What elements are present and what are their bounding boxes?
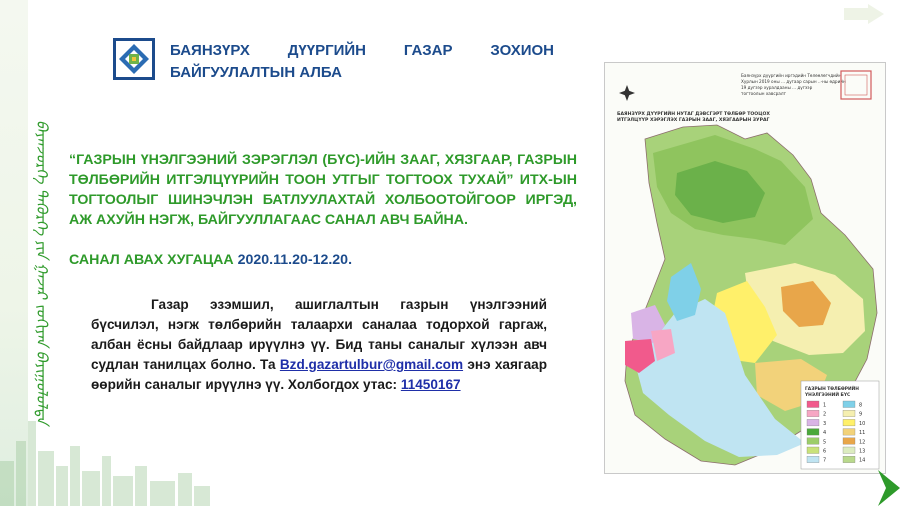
legend-swatch xyxy=(843,429,855,436)
legend-swatch xyxy=(807,438,819,445)
deadline-line xyxy=(69,250,577,270)
legend-swatch xyxy=(843,419,855,426)
legend-title-line: ГАЗРЫН ТӨЛБӨРИЙН xyxy=(805,387,859,392)
legend-swatch xyxy=(843,401,855,408)
body-paragraph xyxy=(91,295,547,395)
legend-label: 3 xyxy=(823,420,827,427)
phone-link[interactable]: 11450167 xyxy=(400,377,461,392)
legend-swatch xyxy=(843,456,855,463)
legend-swatch xyxy=(807,401,819,408)
map-title-line: БАЯНЗҮРХ ДҮҮРГИЙН НУТАГ ДЭВСГЭРТ ТӨЛБӨР ТООЦОХ xyxy=(617,112,770,117)
legend-swatch xyxy=(807,456,819,463)
legend-label: 12 xyxy=(859,439,866,446)
map-header-line: 19 дүгээр хуралдааны ... дүгээр xyxy=(741,85,813,90)
map-header-line: Хурлын 2019 оны ... дугаар сарын ..-ны өдрийн xyxy=(741,79,846,84)
map-header-line: Баянзүрх дүүргийн иргэдийн Төлөөлөгчдийн xyxy=(741,73,842,78)
map-header-line: тогтоолын хавсралт xyxy=(741,91,786,96)
legend-label: 11 xyxy=(859,430,866,437)
legend-swatch xyxy=(807,447,819,454)
legend-label: 9 xyxy=(859,411,863,418)
deadline-dates: 2020.11.20-12.20. xyxy=(237,252,353,268)
deadline-label: САНАЛ АВАХ ХУГАЦАА xyxy=(69,252,234,268)
legend-label: 2 xyxy=(823,411,827,418)
legend-swatch xyxy=(843,447,855,454)
legend-label: 13 xyxy=(859,448,866,455)
legend-label: 5 xyxy=(823,439,827,446)
organization-logo xyxy=(113,38,155,80)
legend-label: 8 xyxy=(859,402,863,409)
legend-label: 10 xyxy=(859,420,866,427)
legend-label: 6 xyxy=(823,448,827,455)
compass-icon xyxy=(619,85,635,101)
legend-swatch xyxy=(807,410,819,417)
organization-title: БАЯНЗҮРХ ДҮҮРГИЙН ГАЗАР ЗОХИОН БАЙГУУЛАЛТЫН АЛБА xyxy=(170,42,554,81)
legend-swatch xyxy=(843,438,855,445)
body-text-main: Газар эзэмшил, ашиглалтын газрын үнэлгээний бүсчилэл, нэгж төлбөрийн талаархи саналаа тодорхой гаргаж, албан ёсны байдлаар ирүүлнэ үү. Бид таны саналыг хүлээн авч судлан танилцах болно. Та xyxy=(91,297,547,372)
map-title-line: ИТГЭЛЦҮҮР ХЭРЭГЛЭХ ГАЗРЫН ЗААГ, ХЯЗГААРЫН ЗУРАГ xyxy=(617,118,770,123)
notice-heading: “ГАЗРЫН ҮНЭЛГЭЭНИЙ ЗЭРЭГЛЭЛ (БҮС)-ИЙН ЗААГ, ХЯЗГААР, ГАЗРЫН ТӨЛБӨРИЙН ИТГЭЛЦҮҮРИЙН ТООН УТГЫГ ТОГТООХ ТУХАЙ” ИТХ-ЫН ТОГТООЛЫГ ШИНЭЧЛЭН БАТЛУУЛАХТАЙ ХОЛБООТОЙГООР ИРГЭД, АЖ АХУЙН НЭГЖ, БАЙГУУЛЛАГААС САНАЛ АВЧ БАЙНА. xyxy=(69,152,577,228)
zoning-map xyxy=(604,62,886,474)
legend-label: 7 xyxy=(823,457,827,464)
email-link[interactable]: Bzd.gazartulbur@gmail.com xyxy=(279,357,464,372)
mongolian-script-decoration: ᠪᠠᠶᠠᠨᠵᠦᠷᠬᠡ ᠳᠡᠭᠦᠷᠭᠡ ᠶᠢᠨ ᠭᠠᠵᠠᠷ ᠵᠣᠬᠢᠶᠠᠨ ᠪᠠᠶᠢᠭᠤᠯᠤᠯᠲᠠ xyxy=(33,120,51,425)
map-legend xyxy=(801,381,879,469)
corner-chevron-icon xyxy=(878,470,900,506)
zoning-map-drawing xyxy=(605,63,885,473)
legend-swatch xyxy=(807,429,819,436)
map-stamp xyxy=(841,71,871,99)
city-skyline-illustration xyxy=(0,411,210,506)
legend-swatch xyxy=(807,419,819,426)
legend-label: 14 xyxy=(859,457,866,464)
arrow-decoration-icon xyxy=(844,4,884,24)
legend-title-line: ҮНЭЛГЭЭНИЙ БҮС xyxy=(805,393,851,398)
legend-label: 4 xyxy=(823,430,827,437)
body-text-after-email: энэ хаягаар өөрийн саналыг ирүүлнэ үү. Холбогдох утас: xyxy=(91,357,548,392)
legend-label: 1 xyxy=(823,402,827,409)
legend-swatch xyxy=(843,410,855,417)
